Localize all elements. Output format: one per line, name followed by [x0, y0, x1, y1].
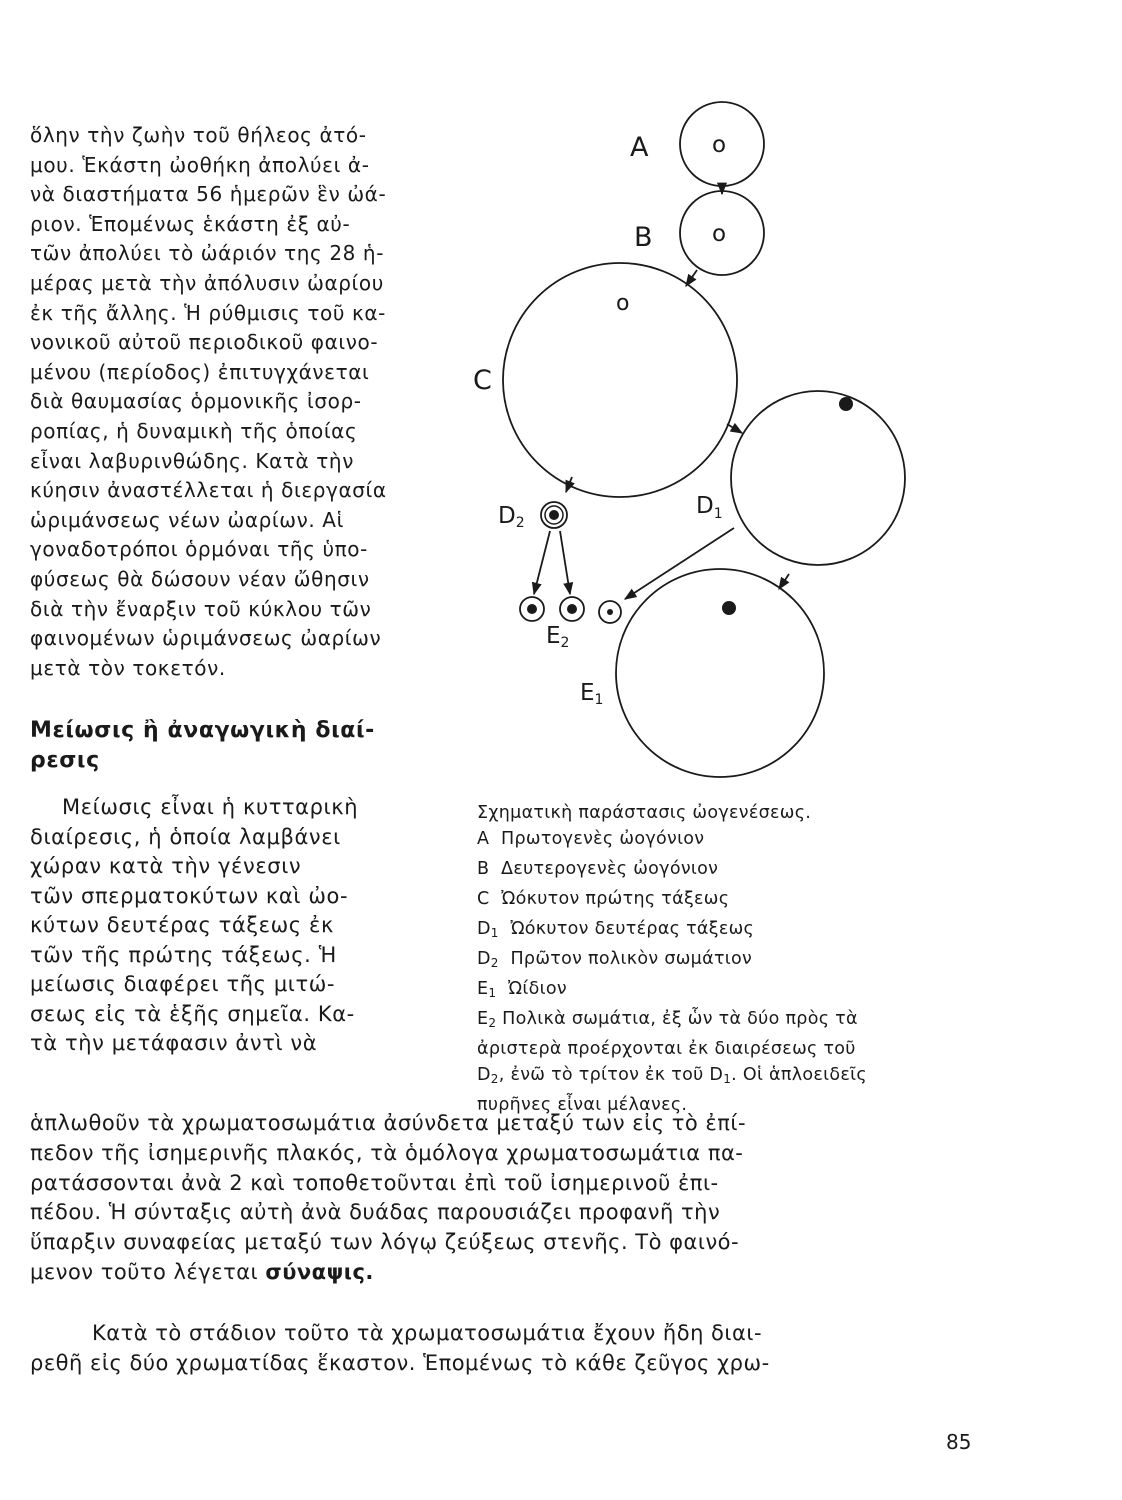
- left-column-line: νονικοῦ αὐτοῦ περιοδικοῦ φαινο-: [30, 330, 379, 355]
- left-column-line: ριον. Ἑπομένως ἑκάστη ἐξ αὐ-: [30, 211, 351, 236]
- left-column-line: φαινομένων ὡριμάνσεως ὠαρίων: [30, 626, 382, 651]
- left-column-line: ὡριμάνσεως νέων ὠαρίων. Αἱ: [30, 507, 344, 532]
- caption-legend: [477, 826, 957, 1006]
- meiosis-intro-line: τῶν τῆς πρώτης τάξεως. Ἡ: [30, 942, 337, 967]
- left-column-line: μετὰ τὸν τοκετόν.: [30, 655, 226, 680]
- figure-caption: [477, 800, 957, 1118]
- arrow-d1-to-e1: [779, 574, 789, 589]
- polar-body-1-nucleus: [527, 604, 537, 614]
- meiosis-intro-line: διαίρεσις, ἡ ὁποία λαμβάνει: [30, 824, 341, 849]
- left-column-line: εἶναι λαβυρινθώδης. Κατὰ τὴν: [30, 448, 354, 473]
- left-column-line: ροπίας, ἡ δυναμικὴ τῆς ὁποίας: [30, 418, 358, 443]
- body-line: πέδου. Ἡ σύνταξις αὐτὴ ἀνὰ δυάδας παρουσιάζει προφανῆ τὴν: [30, 1200, 721, 1225]
- left-column-line: μένου (περίοδος) ἐπιτυγχάνεται: [30, 359, 370, 384]
- left-column-line: ἐκ τῆς ἄλλης. Ἡ ρύθμισις τοῦ κα-: [30, 300, 386, 325]
- label-e1: E1: [580, 680, 604, 708]
- term-synapsis: σύναψις.: [265, 1259, 374, 1284]
- meiosis-intro-line: κύτων δευτέρας τάξεως ἐκ: [30, 913, 334, 937]
- body-paragraph: [30, 1109, 974, 1288]
- caption-legend-item: $D_1$ Ὠόκυτον δευτέρας τάξεως: [477, 919, 755, 940]
- caption-title: Σχηματικὴ παράστασις ὠογενέσεως.: [477, 803, 812, 823]
- body-line: ἁπλωθοῦν τὰ χρωματοσωμάτια ἀσύνδετα μεταξύ των εἰς τὸ ἐπί-: [30, 1111, 747, 1135]
- left-column-line: γοναδοτρόποι ὁρμόναι τῆς ὑπο-: [30, 537, 368, 562]
- label-b: B: [634, 222, 653, 253]
- nucleus-a: o: [712, 132, 727, 158]
- left-column-line: διὰ θαυμασίας ὁρμονικῆς ἰσορ-: [30, 389, 362, 414]
- body-line: ρατάσσονται ἀνὰ 2 καὶ τοποθετοῦνται ἐπὶ τοῦ ἰσημερινοῦ ἐπι-: [30, 1170, 719, 1195]
- left-column-line: ὅλην τὴν ζωὴν τοῦ θήλεος ἀτό-: [30, 123, 367, 147]
- arrow-d2-to-e2a: [534, 531, 550, 594]
- section-heading-line-2: ρεσις: [30, 748, 100, 773]
- arrow-b-to-c: [686, 270, 697, 286]
- label-d1: $D_1$: [696, 493, 723, 522]
- body-last-line-text: μενον τοῦτο λέγεται: [30, 1259, 266, 1284]
- meiosis-intro-text: [30, 793, 430, 1059]
- caption-e2-line-4: πυρῆνες εἶναι μέλανες.: [477, 1095, 688, 1115]
- label-d2: D2: [498, 503, 525, 531]
- left-column-line: κύησιν ἀναστέλλεται ἡ διεργασία: [30, 478, 387, 503]
- e1-nucleus-dot: [722, 601, 736, 615]
- label-a: A: [630, 132, 649, 163]
- polar-body-2-nucleus: [567, 604, 577, 614]
- left-column-line: τῶν ἀπολύει τὸ ὠάριόν της 28 ἡ-: [30, 241, 385, 266]
- caption-legend-item: C Ὠόκυτον πρώτης τάξεως: [477, 889, 730, 909]
- left-column-line: μέρας μετὰ τὴν ἀπόλυσιν ὠαρίου: [30, 270, 384, 295]
- caption-legend-item: B Δευτερογενὲς ὠογόνιον: [477, 859, 719, 879]
- body-paragraph-2: [30, 1319, 974, 1379]
- caption-legend-item: A Πρωτογενὲς ὠογόνιον: [477, 829, 705, 849]
- body-2-line: ρεθῆ εἰς δύο χρωματίδας ἕκαστον. Ἑπομένως τὸ κάθε ζεῦγος χρω-: [30, 1350, 770, 1375]
- meiosis-intro-line: Μείωσις εἶναι ἡ κυτταρικὴ: [62, 795, 359, 819]
- caption-legend-item: $E_1$ Ὠίδιον: [477, 979, 567, 1000]
- meiosis-intro-line: τὰ τὴν μετάφασιν ἀντὶ νὰ: [30, 1031, 318, 1055]
- meiosis-intro-line: σεως εἰς τὰ ἑξῆς σημεῖα. Κα-: [30, 1001, 355, 1026]
- arrow-c-to-d1: [727, 424, 742, 433]
- caption-e2-line-1: $E_2$ Πολικὰ σωμάτια, ἐξ ὧν τὰ δύο πρὸς τὰ: [477, 1009, 858, 1030]
- meiosis-intro-line: χώραν κατὰ τὴν γένεσιν: [30, 854, 302, 878]
- polar-body-3-nucleus: [607, 609, 613, 615]
- body-line: ὕπαρξιν συναφείας μεταξύ των λόγῳ ζεύξεως στενῆς. Τὸ φαινό-: [30, 1230, 740, 1255]
- body-last-line: [30, 1258, 974, 1288]
- left-column-line: νὰ διαστήματα 56 ἡμερῶν ἓν ὠά-: [30, 182, 387, 207]
- caption-legend-item: $D_2$ Πρῶτον πολικὸν σωμάτιον: [477, 949, 753, 970]
- meiosis-intro-line: μείωσις διαφέρει τῆς μιτώ-: [30, 972, 336, 996]
- body-2-line: Κατὰ τὸ στάδιον τοῦτο τὰ χρωματοσωμάτια ἔχουν ἤδη διαι-: [92, 1321, 763, 1345]
- left-column-line: φύσεως θὰ δώσουν νέαν ὤθησιν: [30, 566, 370, 591]
- left-column-line: μου. Ἑκάστη ὠοθήκη ἀπολύει ἀ-: [30, 152, 370, 177]
- d2-nucleus-dot: [549, 510, 559, 520]
- cell-e1-circle: [616, 569, 824, 777]
- nucleus-b: o: [712, 221, 727, 247]
- left-column-line: διὰ τὴν ἔναρξιν τοῦ κύκλου τῶν: [30, 596, 372, 621]
- meiosis-intro-line: τῶν σπερματοκύτων καὶ ὠο-: [30, 883, 349, 908]
- d1-nucleus-dot: [839, 397, 853, 411]
- section-heading-line-1: Μείωσις ἢ ἀναγωγικὴ διαί-: [30, 718, 375, 743]
- arrow-d1-to-e2c: [625, 528, 734, 599]
- label-c: C: [473, 365, 492, 396]
- body-line: πεδον τῆς ἰσημερινῆς πλακός, τὰ ὁμόλογα χρωματοσωμάτια πα-: [30, 1140, 744, 1165]
- arrow-d2-to-e2b: [560, 531, 570, 594]
- cell-d1-circle: [731, 391, 905, 565]
- caption-e2-line-3: $D_2$, ἐνῶ τὸ τρίτον ἐκ τοῦ $D_1$. Οἱ ἁπλοειδεῖς: [477, 1065, 867, 1086]
- nucleus-c: o: [616, 291, 630, 316]
- caption-e2-line-2: ἀριστερὰ προέρχονται ἐκ διαιρέσεως τοῦ: [477, 1039, 856, 1059]
- page-number: 85: [946, 1430, 972, 1454]
- label-e2: E2: [546, 623, 570, 651]
